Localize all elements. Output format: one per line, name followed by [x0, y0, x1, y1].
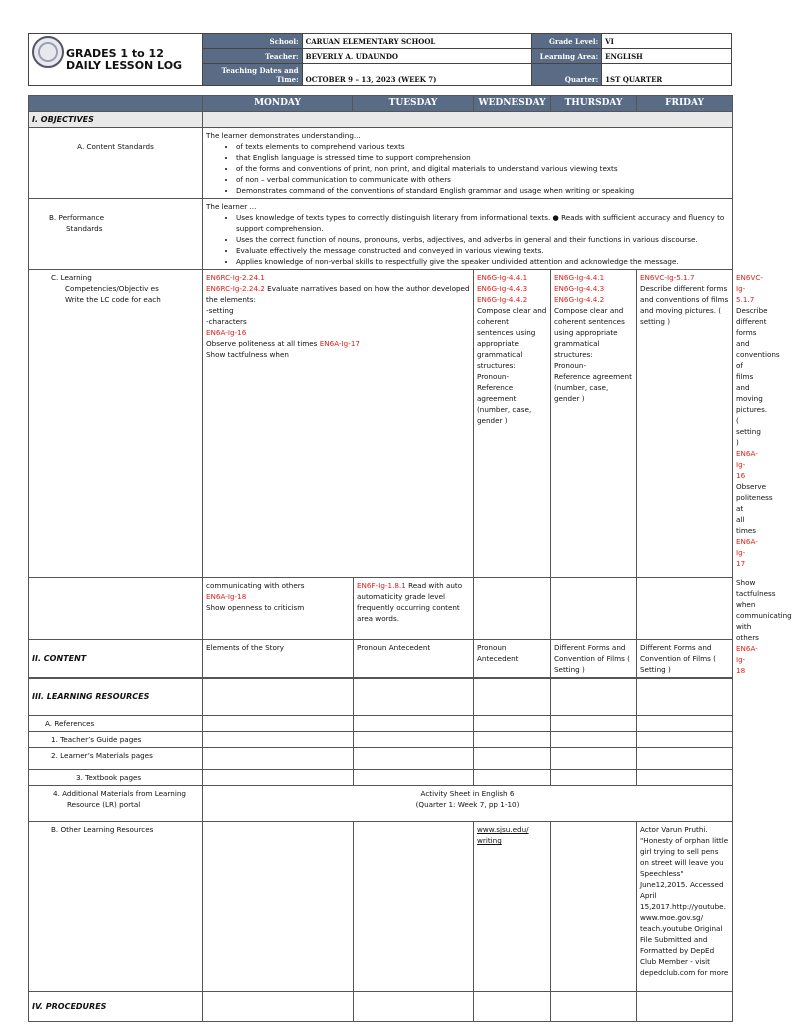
lc-code: EN6G-Ig-4.4.3: [554, 284, 605, 293]
list-item: • of texts elements to comprehend various texts: [236, 141, 729, 152]
day-monday: MONDAY: [203, 96, 353, 112]
lr-portal-label: [29, 786, 203, 822]
learners-materials-label: 2. Learner’s Materials pages: [29, 748, 203, 770]
lc-code: EN6A-Ig-17: [319, 339, 360, 348]
lc-text: Describe different forms and conventions of films and moving pictures. ( setting ): [640, 284, 729, 326]
content-heading: II. CONTENT: [29, 640, 203, 678]
lc-label-line1: C. Learning: [51, 273, 92, 282]
lc-code: EN6RC-Ig-2.24.2: [206, 284, 265, 293]
lc-code: EN6G-Ig-4.4.2: [554, 295, 605, 304]
lc-text: Compose clear and coherent sentences using appropriate grammatical structures:: [477, 306, 547, 370]
lc-text: Observe politeness at all times: [206, 339, 320, 348]
textbook-label: 3. Textbook pages: [29, 770, 203, 786]
objectives-heading: I. OBJECTIVES: [29, 112, 203, 128]
sjsu-writing-link[interactable]: www.sjsu.edu/ writing: [477, 825, 529, 845]
lc-code: EN6G-Ig-4.4.1: [554, 273, 605, 282]
lc-code: EN6RC-Ig-2.24.1: [206, 273, 265, 282]
quarter-value: 1ST QUARTER: [602, 64, 732, 86]
school-label: School:: [202, 34, 302, 49]
list-item: • of non – verbal communication to communicate with others: [236, 174, 729, 185]
lc-text: Reference agreement (number, case, gender ): [554, 372, 632, 403]
lr-portal-cell: [203, 786, 733, 822]
area-value: ENGLISH: [602, 49, 732, 64]
quarter-label: Quarter:: [532, 64, 602, 86]
lr-label-line1: 4. Additional Materials from Learning: [53, 789, 186, 798]
list-item: • Evaluate effectively the message constructed and conveyed in various viewing texts.: [236, 245, 729, 256]
lc-text: communicating with others: [206, 581, 305, 590]
lc-text: Reference agreement (number, case, gender ): [477, 383, 532, 425]
content-standards-label: A. Content Standards: [29, 128, 203, 199]
perf-label-line1: B. Performance: [49, 213, 105, 222]
performance-standards-label: [29, 199, 203, 270]
day-wednesday: WEDNESDAY: [474, 96, 551, 112]
dates-value: OCTOBER 9 – 13, 2023 (WEEK 7): [302, 64, 532, 86]
perf-label-line2: Standards: [66, 224, 103, 233]
references-label: A. References: [29, 716, 203, 732]
content-standards-list: [206, 141, 729, 196]
grade-value: VI: [602, 34, 732, 49]
teacher-label: Teacher:: [202, 49, 302, 64]
continuation-monday: [203, 578, 354, 640]
lc-text: Show openness to criticism: [206, 603, 305, 612]
area-label: Learning Area:: [532, 49, 602, 64]
lc-text: Read with auto automaticity grade level frequently occurring content area words.: [357, 581, 463, 623]
lc-code: EN6A-Ig-16: [206, 328, 247, 337]
corner-cell: [29, 96, 203, 112]
lc-code: EN6VC-Ig-5.1.7: [640, 273, 695, 282]
lc-label-line2: Competencies/Objectiv es: [65, 284, 159, 293]
objectives-heading-fill: [203, 112, 733, 128]
content-tuesday: Pronoun Antecedent: [354, 640, 474, 678]
teachers-guide-label: 1. Teacher’s Guide pages: [29, 732, 203, 748]
list-item: • Applies knowledge of non-verbal skills to respectfully give the speaker undivided attention and acknowledge the message.: [236, 256, 729, 267]
perf-intro: The learner ...: [206, 202, 257, 211]
list-item: • Uses the correct function of nouns, pronouns, verbs, adjectives, and adverbs in general and their functions in various discourse.: [236, 234, 729, 245]
list-item: • of the forms and conventions of print, non print, and digital materials to understand various viewing texts: [236, 163, 729, 174]
continuation-thursday: [551, 578, 637, 640]
lc-text: Show tactfulness when: [206, 350, 289, 359]
lc-text: Pronoun-: [554, 361, 587, 370]
day-friday: FRIDAY: [637, 96, 733, 112]
dates-label: Teaching Dates and Time:: [202, 64, 302, 86]
lc-text: -setting: [206, 306, 234, 315]
header-title-line1: GRADES 1 to 12: [66, 46, 164, 60]
lc-label-line3: Write the LC code for each: [65, 295, 161, 304]
content-standards-cell: [203, 128, 733, 199]
lr-portal-value: Activity Sheet in English 6 (Quarter 1: Week 7, pp 1-10): [415, 789, 520, 809]
resources-heading: III. LEARNING RESOURCES: [29, 678, 203, 716]
perf-list: [206, 212, 729, 267]
content-table: [28, 577, 733, 1022]
day-tuesday: TUESDAY: [353, 96, 474, 112]
content-thursday: Different Forms and Convention of Films ( Setting ): [551, 640, 637, 678]
content-wednesday: Pronoun Antecedent: [474, 640, 551, 678]
lc-code: EN6G-Ig-4.4.2: [477, 295, 528, 304]
lc-text: -characters: [206, 317, 247, 326]
lc-code: EN6G-Ig-4.4.1: [477, 273, 528, 282]
header-title-cell: [29, 34, 203, 86]
other-resources-label: B. Other Learning Resources: [29, 822, 203, 992]
lc-code: EN6A-Ig-18: [206, 592, 247, 601]
performance-standards-cell: [203, 199, 733, 270]
lc-text: Compose clear and coherent sentences using appropriate grammatical structures:: [554, 306, 625, 359]
day-thursday: THURSDAY: [551, 96, 637, 112]
continuation-friday: [637, 578, 733, 640]
header-title-line2: DAILY LESSON LOG: [66, 58, 183, 72]
content-standards-intro: The learner demonstrates understanding...: [206, 131, 361, 140]
school-value: CARUAN ELEMENTARY SCHOOL: [302, 34, 532, 49]
content-friday: Different Forms and Convention of Films ( Setting ): [637, 640, 733, 678]
list-item: • that English language is stressed time to support comprehension: [236, 152, 729, 163]
lc-code: EN6F-Ig-1.8.1: [357, 581, 406, 590]
lr-label-line2: Resource (LR) portal: [67, 800, 141, 809]
objectives-table: MONDAY TUESDAY WEDNESDAY THURSDAY FRIDAY I. OBJECTIVES A. Content Standards The learner demonstrates understanding... • of texts elements to comprehend various texts • that English language is stressed time to support comprehension • of the forms and conventions of print, non print, and digital materials to understand various viewing texts • of non – verbal communication to communicate with others • Demonstrates command of the conventions of standard English grammar and usage when writing or speaking B. Performance Standards The learner ... • Uses knowledge of texts types to correctly distinguish literary from informational texts. ● Reads with sufficient accuracy and fluency to support comprehension. • Uses the correct function of nouns, pronouns, verbs, adjectives, and adverbs in general and their functions in various discourse. • Evaluate effectively the message constructed and conveyed in various viewing texts. • Applies knowledge of non-verbal skills to respectfully give the speaker undivided attention and acknowledge the message. C. Learning Competencies/Objectiv es Write the LC code for each EN6RC-Ig-2.24.1 EN6RC-Ig-2.24.2 Evaluate narratives based on how the author developed the elements: -setting -characters EN6A-Ig-16 Observe politeness at all times EN6A-Ig-17 Show tactfulness when EN6G-Ig-4.4.1 EN6G-Ig-4.4.3 EN6G-Ig-4.4.2 Compose clear and coherent sentences using appropriate grammatical structures: Pronoun- Reference agreement (number, case, gender ) EN6G-Ig-4.4.1 EN6G-Ig-4.4.3 EN6G-Ig-4.4.2 Compose clear and coherent sentences using appropriate grammatical structures: Pronoun- Reference agreement (number, case, gender ) EN6VC-Ig-5.1.7 Describe different forms and conventions of films and moving pictures. ( setting ) EN6VC-Ig-5.1.7 Describe different forms and conventions of films and moving pictures. ( setting ) EN6A-Ig-16 Observe politeness at all times EN6A-Ig-17 Show tactfulness when communicating with others EN6A-Ig-18: [28, 95, 733, 679]
procedures-heading: IV. PROCEDURES: [29, 992, 203, 1022]
lc-text: Pronoun-: [477, 372, 510, 381]
continuation-tuesday: [354, 578, 474, 640]
list-item: • Demonstrates command of the conventions of standard English grammar and usage when writing or speaking: [236, 185, 729, 196]
list-item: • Uses knowledge of texts types to correctly distinguish literary from informational texts. ● Reads with sufficient accuracy and fluency to support comprehension.: [236, 212, 729, 234]
lc-text: Evaluate narratives based on how the author developed the elements:: [206, 284, 470, 304]
header-table: [28, 33, 732, 86]
continuation-label-cell: [29, 578, 203, 640]
teacher-value: BEVERLY A. UDAUNDO: [302, 49, 532, 64]
friday-other-resources: Actor Varun Pruthi. "Honesty of orphan little girl trying to sell pens on street will leave you Speechless" June12,2015. Accessed April 15,2017.http://youtube. www.moe.gov.sg/ teach.youtube Original File Submitted and Formatted by DepEd Club Member - visit depedclub.com for more: [637, 822, 733, 992]
lc-code: EN6G-Ig-4.4.3: [477, 284, 528, 293]
grade-label: Grade Level:: [532, 34, 602, 49]
content-monday: Elements of the Story: [203, 640, 354, 678]
continuation-wednesday: [474, 578, 551, 640]
